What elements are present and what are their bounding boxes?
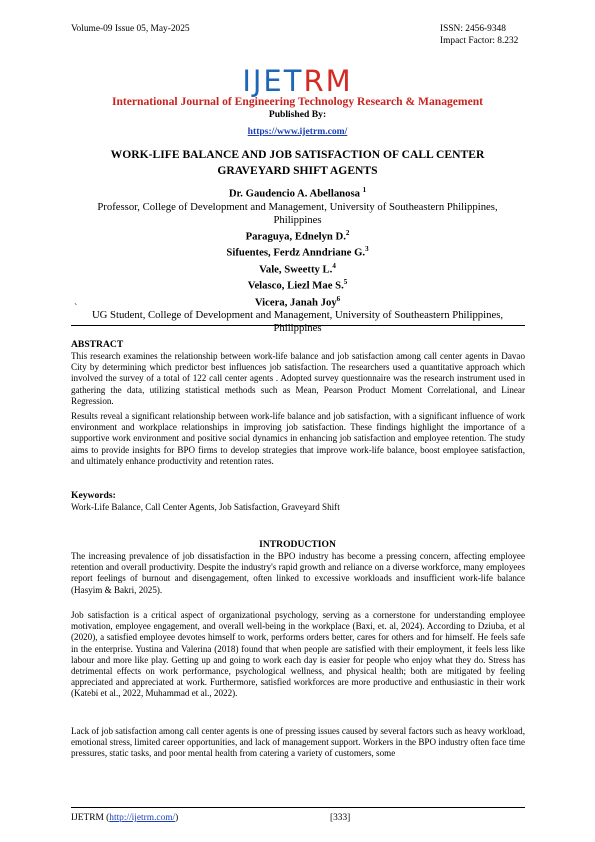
footer-link[interactable]: http://ijetrm.com/: [109, 813, 176, 823]
author-4: Vale, Sweetty L.$^4$: [259, 261, 336, 276]
section-divider: [71, 325, 525, 326]
introduction-paragraph-3: Lack of job satisfaction among call center agents is one of pressing issues caused by several factors such as heavy workload, emotional stress, limited career opportunities, and lack of management support. Workers in the BPO industry often face time pressures, static tasks, and poor mental health from catering a variety of customers, some: [71, 726, 525, 759]
affiliation-2-line-2: Philippines: [273, 322, 322, 335]
journal-logo: IJETRM: [242, 64, 353, 98]
paper-title: [40, 147, 555, 179]
keywords-text: Work-Life Balance, Call Center Agents, Job Satisfaction, Graveyard Shift: [71, 502, 340, 512]
issn: ISSN: 2456-9348: [440, 24, 506, 34]
abstract-paragraph-1: This research examines the relationship between work-life balance and job satisfaction among call center agents in Davao City by determining which predictor best influences job satisfaction. The researchers used a quantitative approach which involved the survey of a total of 122 call center agents . Adopted survey questionnaire was the research instrument used in gathering the data, utilizing statistical methods such as Mean, Pearson Product Moment Correlational, and Linear Regression.: [71, 351, 525, 406]
author-5: Velasco, Liezl Mae S.$^5$: [247, 278, 348, 292]
keywords-heading: Keywords:: [71, 490, 116, 501]
authors-block: [40, 184, 555, 335]
introduction-paragraph-1: The increasing prevalence of job dissatisfaction in the BPO industry has become a pressing concern, affecting employee retention and overall productivity. Despite the industry's rapid growth and reliance on a diverse workforce, many employees report feelings of burnout and disengagement, often linked to excessive workloads and insufficient work-life balance (Hasyim & Bakri, 2025).: [71, 551, 525, 595]
affiliation-1-line-2: Philippines: [273, 213, 322, 226]
author-1: Dr. Gaudencio A. Abellanosa $^1$: [228, 186, 367, 200]
introduction-paragraph-2: Job satisfaction is a critical aspect of organizational psychology, serving as a cornerstone for understanding employee motivation, employee engagement, and overall well-being in the workplace (Baxi, et. al, 2024). According to Dziuba, et al (2020), a satisfied employee devotes himself to work, performs orders better, cares for others and for himself. He feels safe in the enterprise. Yustina and Valerina (2018) found that when people are satisfied with their employment, it feels less like labour and more like play. Getting up and going to work each day is easier for people who enjoy what they do. Stress has detrimental effects on work performance, psychological wellness, and physical health; both are mitigated by feeling appreciated and appreciated at work. Furthermore, satisfied workforces are more productive and enthusiastic in their work (Katebi et al., 2022, Muhammad et al., 2022).: [71, 610, 525, 699]
title-line-2: GRAVEYARD SHIFT AGENTS: [217, 164, 378, 177]
title-line-1: WORK-LIFE BALANCE AND JOB SATISFACTION OF CALL CENTER: [110, 148, 485, 161]
author-3: Sifuentes, Ferdz Anndriane G.$^3$: [226, 245, 369, 259]
author-2: Paraguya, Ednelyn D.$^2$: [245, 228, 350, 243]
impact-factor: Impact Factor: 8.232: [440, 36, 519, 46]
footer-left: IJETRM (http://ijetrm.com/): [71, 813, 179, 823]
abstract-paragraph-2: Results reveal a significant relationship between work-life balance and job satisfaction, with a significant influence of work environment and workplace relationships in improving job satisfaction. These findings highlight the importance of a supportive work environment and positive social dynamics in enhancing job satisfaction and employee retention. The study aims to provide insights for BPO firms to develop strategies that improve work-life balance, boost employee satisfaction, and ultimately enhance productivity and retention rates.: [71, 411, 525, 466]
journal-name: International Journal of Engineering Technology Research & Management: [111, 95, 484, 108]
published-by: Published By:: [268, 109, 327, 120]
introduction-heading: INTRODUCTION: [259, 539, 336, 550]
footer-divider: [71, 807, 525, 808]
affiliation-1-line-1: Professor, College of Development and Management, University of Southeastern Philippines,: [97, 200, 498, 213]
stray-mark: `: [74, 303, 78, 314]
volume-issue: Volume-09 Issue 05, May-2025: [71, 24, 190, 34]
page-number: [333]: [330, 813, 351, 823]
abstract-heading: ABSTRACT: [71, 339, 124, 350]
journal-url-link[interactable]: https://www.ijetrm.com/: [247, 126, 348, 137]
affiliation-2-line-1: UG Student, College of Development and Management, University of Southeastern Philippines,: [91, 309, 504, 322]
author-6: Vicera, Janah Joy$^6$: [254, 294, 341, 309]
